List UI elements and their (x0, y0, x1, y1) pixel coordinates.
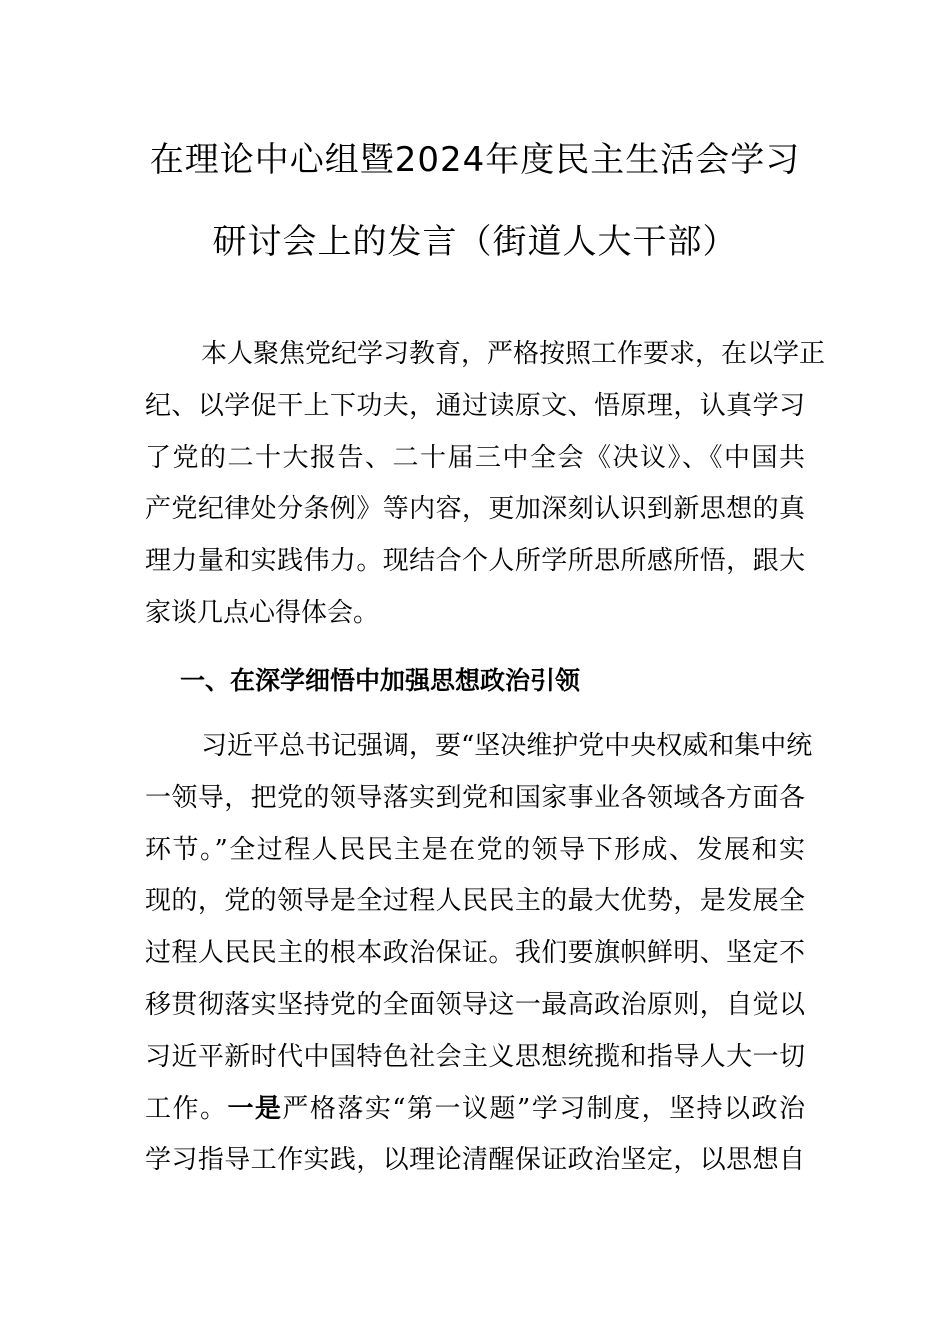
intro-paragraph (145, 329, 826, 640)
text-line: 习近平新时代中国特色社会主义思想统揽和指导人大一切 (145, 1041, 805, 1072)
text-line: 学习指导工作实践，以理论清醒保证政治坚定，以思想自 (145, 1145, 805, 1176)
text-segment: 严格落实“第一议题”学习制度，坚持以政治 (282, 1093, 805, 1124)
section-heading: 一、在深学细悟中加强思想政治引领 (180, 666, 581, 695)
bold-lead-phrase: 一是 (227, 1093, 283, 1124)
text-line: 产党纪律处分条例》等内容，更加深刻认识到新思想的真 (145, 494, 805, 525)
text-line: 现的，党的领导是全过程人民民主的最大优势，是发展全 (145, 886, 805, 917)
text-line: 纪、以学促干上下功夫，通过读原文、悟原理，认真学习 (145, 390, 805, 421)
text-segment: 工作。 (145, 1093, 228, 1124)
document-title-line-1: 在理论中心组暨2024年度民主生活会学习 (149, 140, 801, 180)
text-line: 一领导，把党的领导落实到党和国家事业各领域各方面各 (145, 782, 805, 813)
text-line: 理力量和实践伟力。现结合个人所学所思所感所悟，跟大 (145, 546, 805, 577)
text-line: 本人聚焦党纪学习教育，严格按照工作要求，在以学正 (201, 339, 826, 369)
section-paragraph (145, 721, 813, 1187)
text-line: 移贯彻落实坚持党的全面领导这一最高政治原则，自觉以 (145, 989, 805, 1020)
text-line (145, 1084, 805, 1136)
text-line: 习近平总书记强调，要“坚决维护党中央权威和集中统 (201, 731, 813, 761)
text-line: 过程人民民主的根本政治保证。我们要旗帜鲜明、坚定不 (145, 938, 805, 969)
text-line: 了党的二十大报告、二十届三中全会《决议》、《中国共 (145, 442, 805, 473)
text-line: 家谈几点心得体会。 (145, 597, 380, 628)
document-title-line-2: 研讨会上的发言（街道人大干部） (212, 222, 738, 262)
text-line: 环节。”全过程人民民主是在党的领导下形成、发展和实 (145, 834, 805, 865)
